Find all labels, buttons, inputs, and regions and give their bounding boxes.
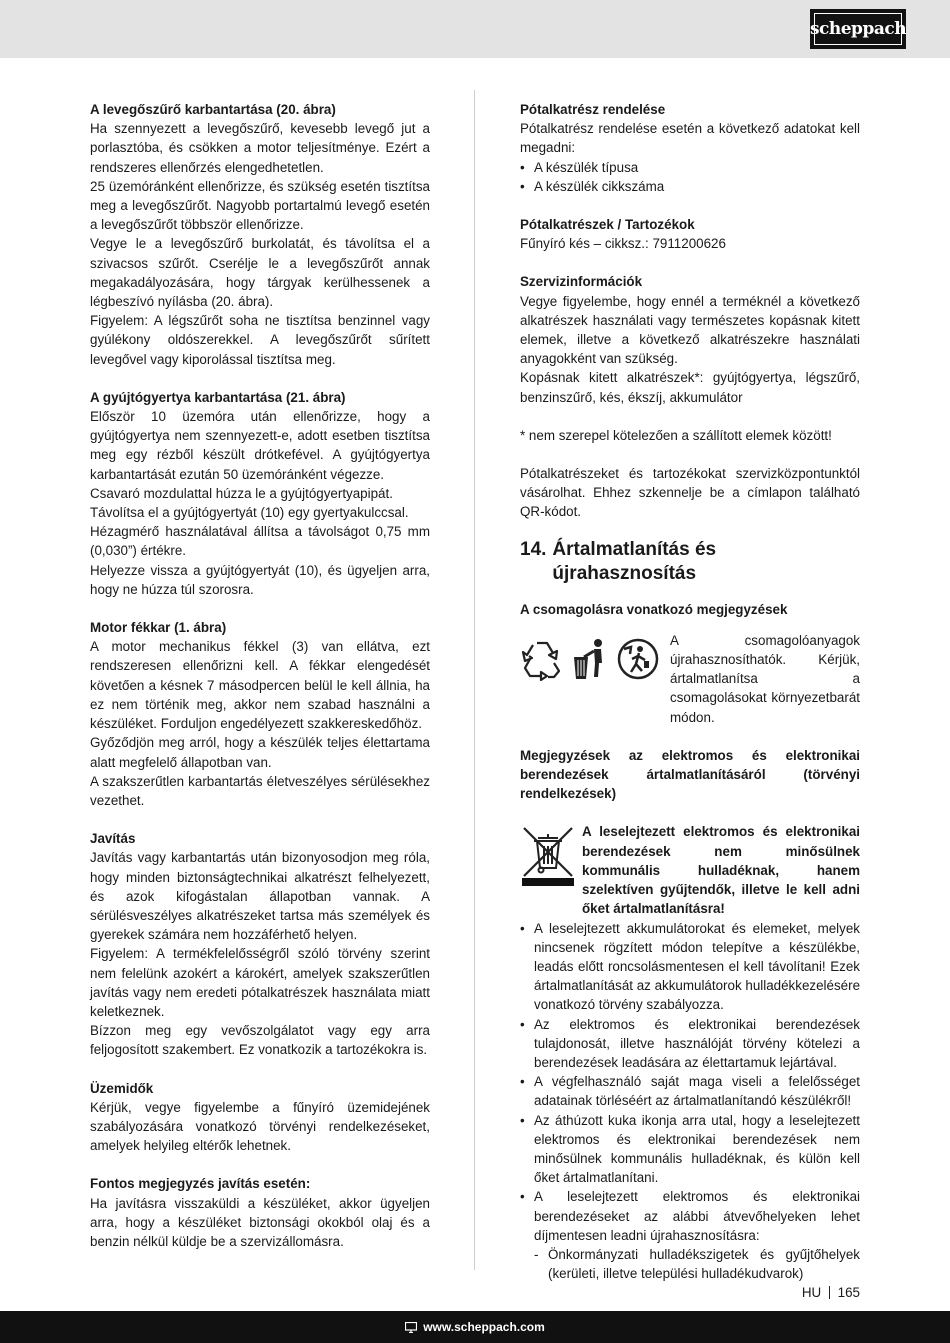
paragraph: Javítás vagy karbantartás után bizonyosodjon meg róla, hogy minden biztonságtechnikai alkatrészt felhelyezett, és azok kifogástalan állapotban vannak. A sérülésveszélyes alkatrészeket tartsa más személyek és gyerekek számára nem hozzáférhető helyen. xyxy=(90,850,430,943)
paragraph: Kopásnak kitett alkatrészek*: gyújtógyertya, légszűrő, benzinszűrő, kés, ékszíj, akkumulátor xyxy=(520,370,860,405)
paragraph: Ha szennyezett a levegőszűrő, kevesebb levegő jut a porlasztóba, és csökken a motor teljesítménye. Ezért a rendszeres ellenőrzés elengedhetetlen. xyxy=(90,121,430,175)
paragraph: Vegye le a levegőszűrő burkolatát, és távolítsa el a szivacsos szűrőt. Cserélje le a levegőszűrőt annak megakadályozására, hogy tárgyak kerülhessenek a légbeszívó nyílásba (20. ábra). xyxy=(90,236,430,310)
list-item: • Az elektromos és elektronikai berendezések tulajdonosát, illetve használóját törvény kötelezi a berendezések leadására az élettartamuk lejártával. xyxy=(520,1016,860,1070)
electronics-list xyxy=(520,919,860,1284)
crossed-bin-icon xyxy=(520,822,576,891)
right-column xyxy=(520,100,860,1283)
spares-heading: Pótalkatrészek / Tartozékok xyxy=(520,217,695,233)
weee-warning: A leselejtezett elektromos és elektronikai berendezések nem minősülnek kommunális hulladéknak, hanem szelektíven gyűjtendők, illetve le kell adni őket ártalmatlanításra! xyxy=(582,824,860,917)
spark-plug-heading: A gyújtógyertya karbantartása (21. ábra) xyxy=(90,389,346,405)
spare-order-list xyxy=(520,158,860,196)
list-item: • A végfelhasználó saját maga viseli a felelősséget adatainak törléséért az ártalmatlanítandó készülékről! xyxy=(520,1074,860,1109)
electronics-sublist xyxy=(534,1245,860,1283)
paragraph: Fűnyíró kés – cikksz.: 7911200626 xyxy=(520,236,726,252)
paragraph: Győződjön meg arról, hogy a készülék teljes élettartama alatt megfelelő állapotban van. xyxy=(90,735,430,770)
list-item: • A készülék cikkszáma xyxy=(520,178,665,194)
paragraph: Pótalkatrészeket és tartozékokat szervizközpontunktól vásárolhat. Ehhez szkennelje be a címlapon található QR-kódot. xyxy=(520,466,860,520)
monitor-icon xyxy=(405,1322,417,1333)
recycling-person-icon xyxy=(616,637,660,681)
paragraph: Figyelem: A termékfelelősségről szóló törvény szerint nem felelünk azokért a károkért, amelyek szakszerűtlen javítás vagy nem eredeti pótalkatrészek használata miatt keletkeznek. xyxy=(90,946,430,1019)
list-item: • A leselejtezett akkumulátorokat és elemeket, melyek nincsenek rögzített módon telepítve a készülékbe, leadás előtt roncsolásmentesen el kell távolítani! Ezek ártalmatlanítását az akkumulátorok hulladékkezelésére vonatkozó törvény szabályozza. xyxy=(520,920,861,1013)
repair-note-heading: Fontos megjegyzés javítás esetén: xyxy=(90,1176,311,1192)
paragraph: * nem szerepel kötelezően a szállított elemek között! xyxy=(520,427,832,443)
packaging-icons xyxy=(520,631,662,681)
paragraph: Távolítsa el a gyújtógyertyát (10) egy gyertyakulccsal. xyxy=(90,505,409,521)
section-number: 14. xyxy=(520,538,547,560)
paragraph: 25 üzemóránként ellenőrizze, és szükség esetén tisztítsa meg a levegőszűrőt. Nagyobb portartalmú levegő esetén a levegőszűrőt többször ellenőrizze. xyxy=(90,178,430,233)
service-heading: Szervizinformációk xyxy=(520,274,643,290)
paragraph: Hézagmérő használatával állítsa a távolságot 0,75 mm (0,030”) értékre. xyxy=(90,524,430,559)
recycle-icon xyxy=(520,637,564,681)
packaging-text: A csomagolóanyagok újrahasznosíthatók. Kérjük, ártalmatlanítsa a csomagolásokat környezetbarát módon. xyxy=(670,632,860,725)
paragraph: Csavaró mozdulattal húzza le a gyújtógyertyapipát. xyxy=(90,485,393,501)
electronics-heading: Megjegyzések az elektromos és elektronikai berendezések ártalmatlanításáról (törvényi rendelkezések) xyxy=(520,747,860,802)
footer-bar xyxy=(0,1311,950,1343)
page-num: 165 xyxy=(837,1285,860,1300)
air-filter-heading: A levegőszűrő karbantartása (20. ábra) xyxy=(90,102,336,117)
repair-heading: Javítás xyxy=(90,831,136,847)
section-heading: Ártalmatlanítás és újrahasznosítás xyxy=(552,538,717,584)
paragraph: Bízzon meg egy vevőszolgálatot vagy egy arra feljogosított szakembert. Ez vonatkozik a tartozékokra is. xyxy=(90,1023,430,1058)
litter-bin-icon xyxy=(570,637,610,681)
brake-heading: Motor fékkar (1. ábra) xyxy=(90,620,227,636)
brand-logo xyxy=(810,9,906,49)
paragraph: Először 10 üzemóra után ellenőrizze, hogy a gyújtógyertya nem szennyezett-e, adott esetben tisztítsa meg egy rézből készült drótkefével. A gyújtógyertya karbantartását ezután 50 üzemóránként végezze. xyxy=(90,409,430,482)
spare-order-heading: Pótalkatrész rendelése xyxy=(520,102,666,117)
paragraph: Figyelem: A légszűrőt soha ne tisztítsa benzinnel vagy gyúlékony oldószerekkel. A levegőszűrőt sűrített levegővel vagy kiporolással tisztítsa meg. xyxy=(90,313,430,367)
page-number xyxy=(802,1285,860,1300)
brand-logo-text: scheppach xyxy=(814,13,902,45)
paragraph: Vegye figyelembe, hogy ennél a terméknél a következő alkatrészek használati vagy természetes kopásnak kitett elemek, illetve a következő alkatrészekre használati anyagokként van szükség. xyxy=(520,293,860,367)
paragraph: Pótalkatrész rendelése esetén a következő adatokat kell megadni: xyxy=(520,121,860,156)
list-item: • A leselejtezett elektromos és elektronikai berendezéseket az alábbi átvevőhelyeken lehet díjmentesen leadni újrahasznosításra: - Önkormányzati hulladékszigetek és gyűjtőhelyek (kerületi, illetve települési hulladékudvarok) xyxy=(520,1187,860,1283)
paragraph: Kérjük, vegye figyelembe a fűnyíró üzemidejének szabályozására vonatkozó törvényi rendelkezéseket, amelyek helyileg eltérők lehetnek. xyxy=(90,1099,430,1154)
operating-hours-heading: Üzemidők xyxy=(90,1080,154,1096)
paragraph: Ha javításra visszaküldi a készüléket, akkor ügyeljen arra, hogy a készüléket biztonsági okokból olaj és a benzin nélkül küldje be a szervizállomásra. xyxy=(90,1195,430,1249)
packaging-block xyxy=(520,631,860,727)
weee-block xyxy=(520,822,860,918)
website-link[interactable]: www.scheppach.com xyxy=(423,1320,545,1334)
list-subitem: - Önkormányzati hulladékszigetek és gyűjtőhelyek (kerületi, illetve települési hulladékudvarok) xyxy=(534,1246,860,1282)
paragraph: A motor mechanikus fékkel (3) van ellátva, ezt rendszeresen ellenőrizni kell. A fékkar elengedését követően a késnek 7 másodpercen belül le kell állnia, ha ez nem történik meg, akkor nem szabad használni a készüléket. Forduljon engedélyezett szakkereskedőhöz. xyxy=(90,639,430,732)
paragraph: A szakszerűtlen karbantartás életveszélyes sérülésekhez vezethet. xyxy=(90,773,430,808)
packaging-heading: A csomagolásra vonatkozó megjegyzések xyxy=(520,601,788,617)
list-item: • Az áthúzott kuka ikonja arra utal, hogy a leselejtezett elektromos és elektronikai berendezések nem minősülnek kommunális hulladéknak, és külön kell őket ártalmatlanítani. xyxy=(520,1112,860,1186)
list-item: • A készülék típusa xyxy=(520,159,639,175)
column-divider xyxy=(474,90,475,1270)
left-column xyxy=(90,100,430,1251)
section-title xyxy=(520,538,860,586)
header-bar xyxy=(0,0,950,58)
language-code: HU xyxy=(801,1285,822,1300)
paragraph: Helyezze vissza a gyújtógyertyát (10), és ügyeljen arra, hogy ne húzza túl szorosra. xyxy=(90,562,430,597)
